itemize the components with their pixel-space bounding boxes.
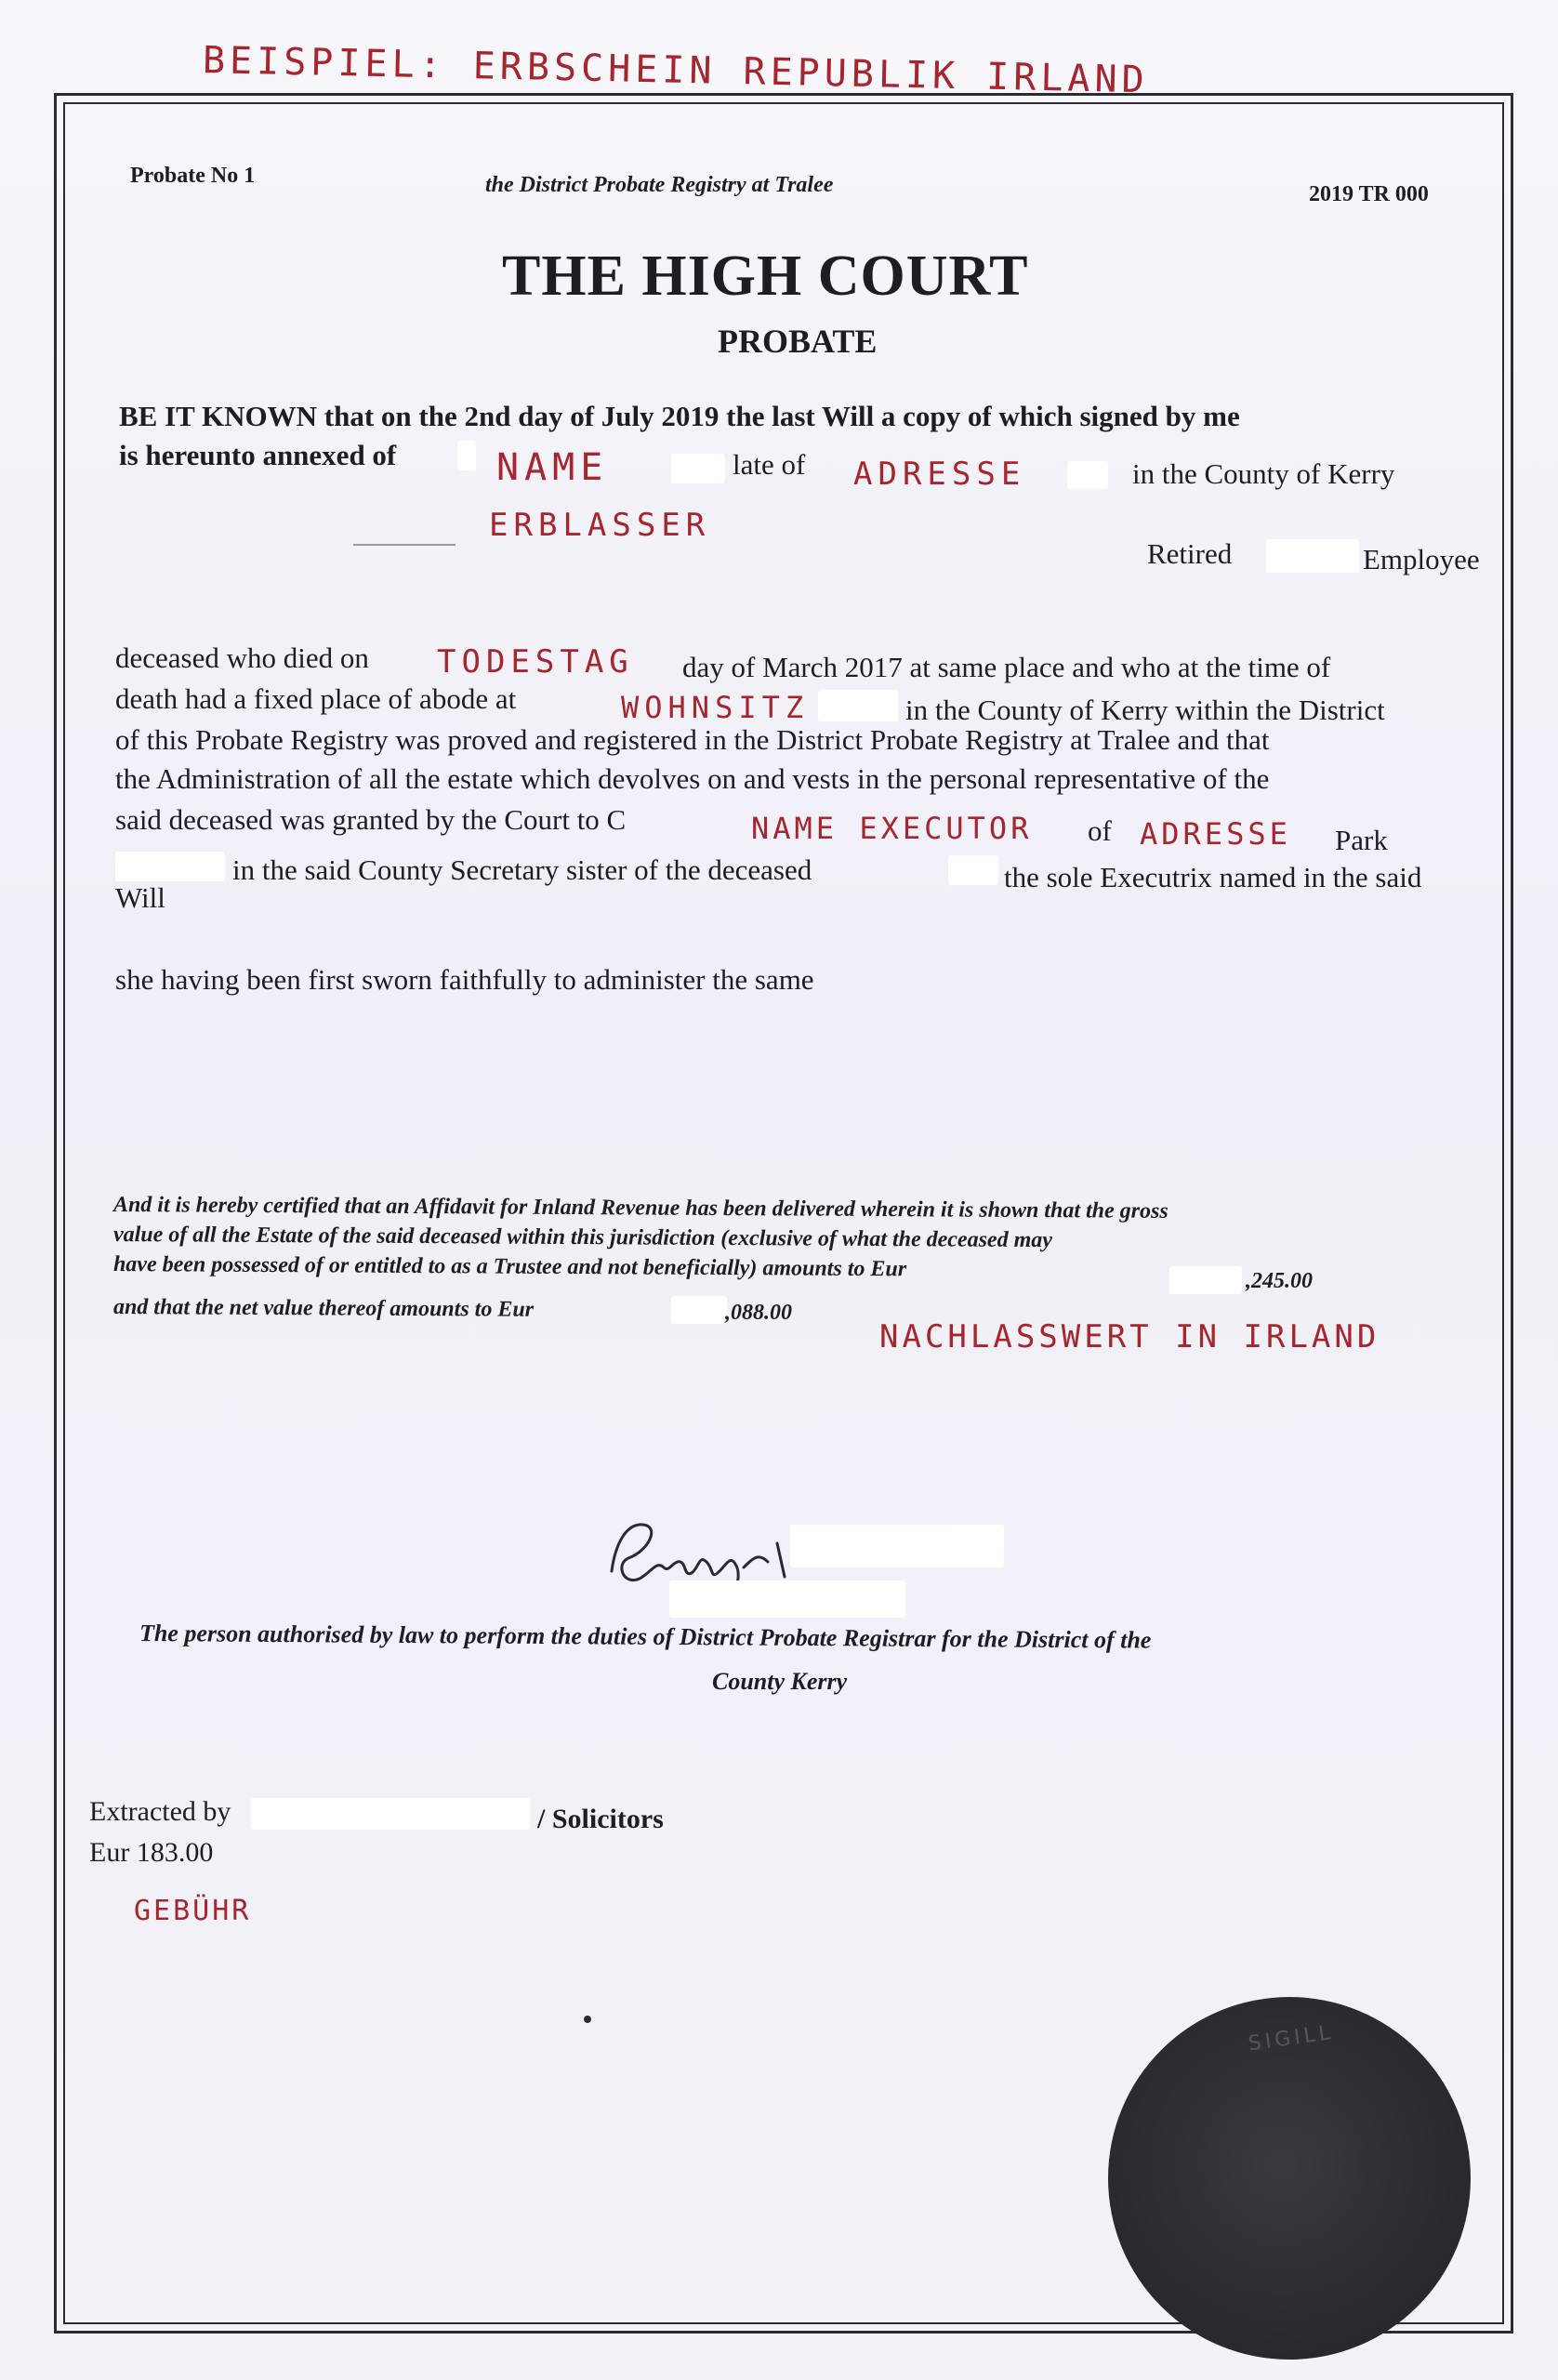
annotation-gebuehr: GEBÜHR — [134, 1895, 252, 1927]
redaction — [671, 1296, 727, 1324]
certificate-line-4: and that the net value thereof amounts to Eur — [112, 1295, 535, 1322]
stray-mark — [584, 2016, 591, 2023]
para-line-5b: of — [1088, 814, 1112, 847]
certificate-line-3: have been possessed of or entitled to as a Trustee and not beneficially) amounts to Eur — [112, 1252, 907, 1282]
probate-number: Probate No 1 — [130, 164, 256, 188]
annotation-erblasser: ERBLASSER — [489, 507, 711, 544]
para-line-6a: in the said County Secretary sister of the deceased — [232, 853, 812, 886]
gross-amount: ,245.00 — [1246, 1269, 1313, 1293]
registrar-line-1: The person authorised by law to perform the duties of District Probate Registrar for the District of the — [139, 1620, 1152, 1654]
para-line-7: Will — [115, 881, 165, 914]
redaction — [671, 454, 725, 483]
redaction — [790, 1525, 1004, 1567]
redaction — [1266, 539, 1359, 573]
para-line-1b: day of March 2017 at same place and who at the time of — [682, 651, 1331, 683]
seal-text: SIGILL — [1247, 2020, 1336, 2056]
redaction — [251, 1798, 530, 1830]
occupation-employee: Employee — [1363, 543, 1480, 575]
registry-name: the District Probate Registry at Tralee — [485, 173, 834, 197]
annotation-title: BEISPIEL: ERBSCHEIN REPUBLIK IRLAND — [202, 39, 1150, 102]
dash-line — [353, 544, 456, 546]
para-line-3: of this Probate Registry was proved and registered in the District Probate Registry at Tralee and that — [115, 723, 1270, 756]
certificate-line-1: And it is hereby certified that an Affidavit for Inland Revenue has been delivered wherein it is shown that the gross — [112, 1193, 1168, 1223]
redaction — [1169, 1266, 1242, 1294]
known-line-1: BE IT KNOWN that on the 2nd day of July 2019 the last Will a copy of which signed by me — [119, 400, 1240, 432]
para-line-2b: in the County of Kerry within the District — [905, 694, 1385, 726]
annotation-adresse-1: ADRESSE — [853, 456, 1026, 493]
annotation-todestag: TODESTAG — [437, 643, 634, 681]
section-title: PROBATE — [718, 323, 878, 360]
annotation-name-executor: NAME EXECUTOR — [751, 811, 1033, 846]
certificate-line-2: value of all the Estate of the said deceased within this jurisdiction (exclusive of what the deceased may — [112, 1223, 1053, 1253]
known-line-2a: is hereunto annexed of — [119, 439, 397, 471]
net-amount: ,088.00 — [725, 1301, 792, 1325]
redaction — [457, 441, 476, 470]
known-line-2b: late of — [733, 448, 806, 481]
extracted-by: Extracted by — [89, 1796, 231, 1827]
para-line-5a: said deceased was granted by the Court to C — [115, 803, 627, 836]
annotation-name: NAME — [496, 446, 609, 489]
redaction — [669, 1580, 905, 1618]
redaction — [948, 855, 998, 885]
redaction — [818, 690, 898, 721]
annotation-nachlasswert: NACHLASSWERT IN IRLAND — [879, 1318, 1380, 1355]
case-number: 2019 TR 000 — [1309, 182, 1429, 206]
redaction — [115, 852, 225, 881]
court-title: THE HIGH COURT — [502, 245, 1029, 308]
occupation-retired: Retired — [1147, 537, 1233, 570]
para-line-4: the Administration of all the estate which devolves on and vests in the personal representative of the — [115, 762, 1270, 795]
para-line-6b: the sole Executrix named in the said — [1004, 861, 1422, 893]
annotation-wohnsitz: WOHNSITZ — [621, 690, 810, 725]
annotation-adresse-2: ADRESSE — [1140, 816, 1291, 852]
para-line-2a: death had a fixed place of abode at — [115, 682, 517, 715]
fee-amount: Eur 183.00 — [89, 1837, 214, 1868]
known-line-2c: in the County of Kerry — [1132, 457, 1395, 490]
solicitors: / Solicitors — [537, 1804, 664, 1834]
para-line-1a: deceased who died on — [115, 641, 369, 674]
redaction — [1067, 461, 1108, 489]
registrar-line-2: County Kerry — [712, 1668, 848, 1695]
sworn-line: she having been first sworn faithfully to administer the same — [115, 963, 814, 996]
para-line-5c: Park — [1335, 824, 1388, 856]
